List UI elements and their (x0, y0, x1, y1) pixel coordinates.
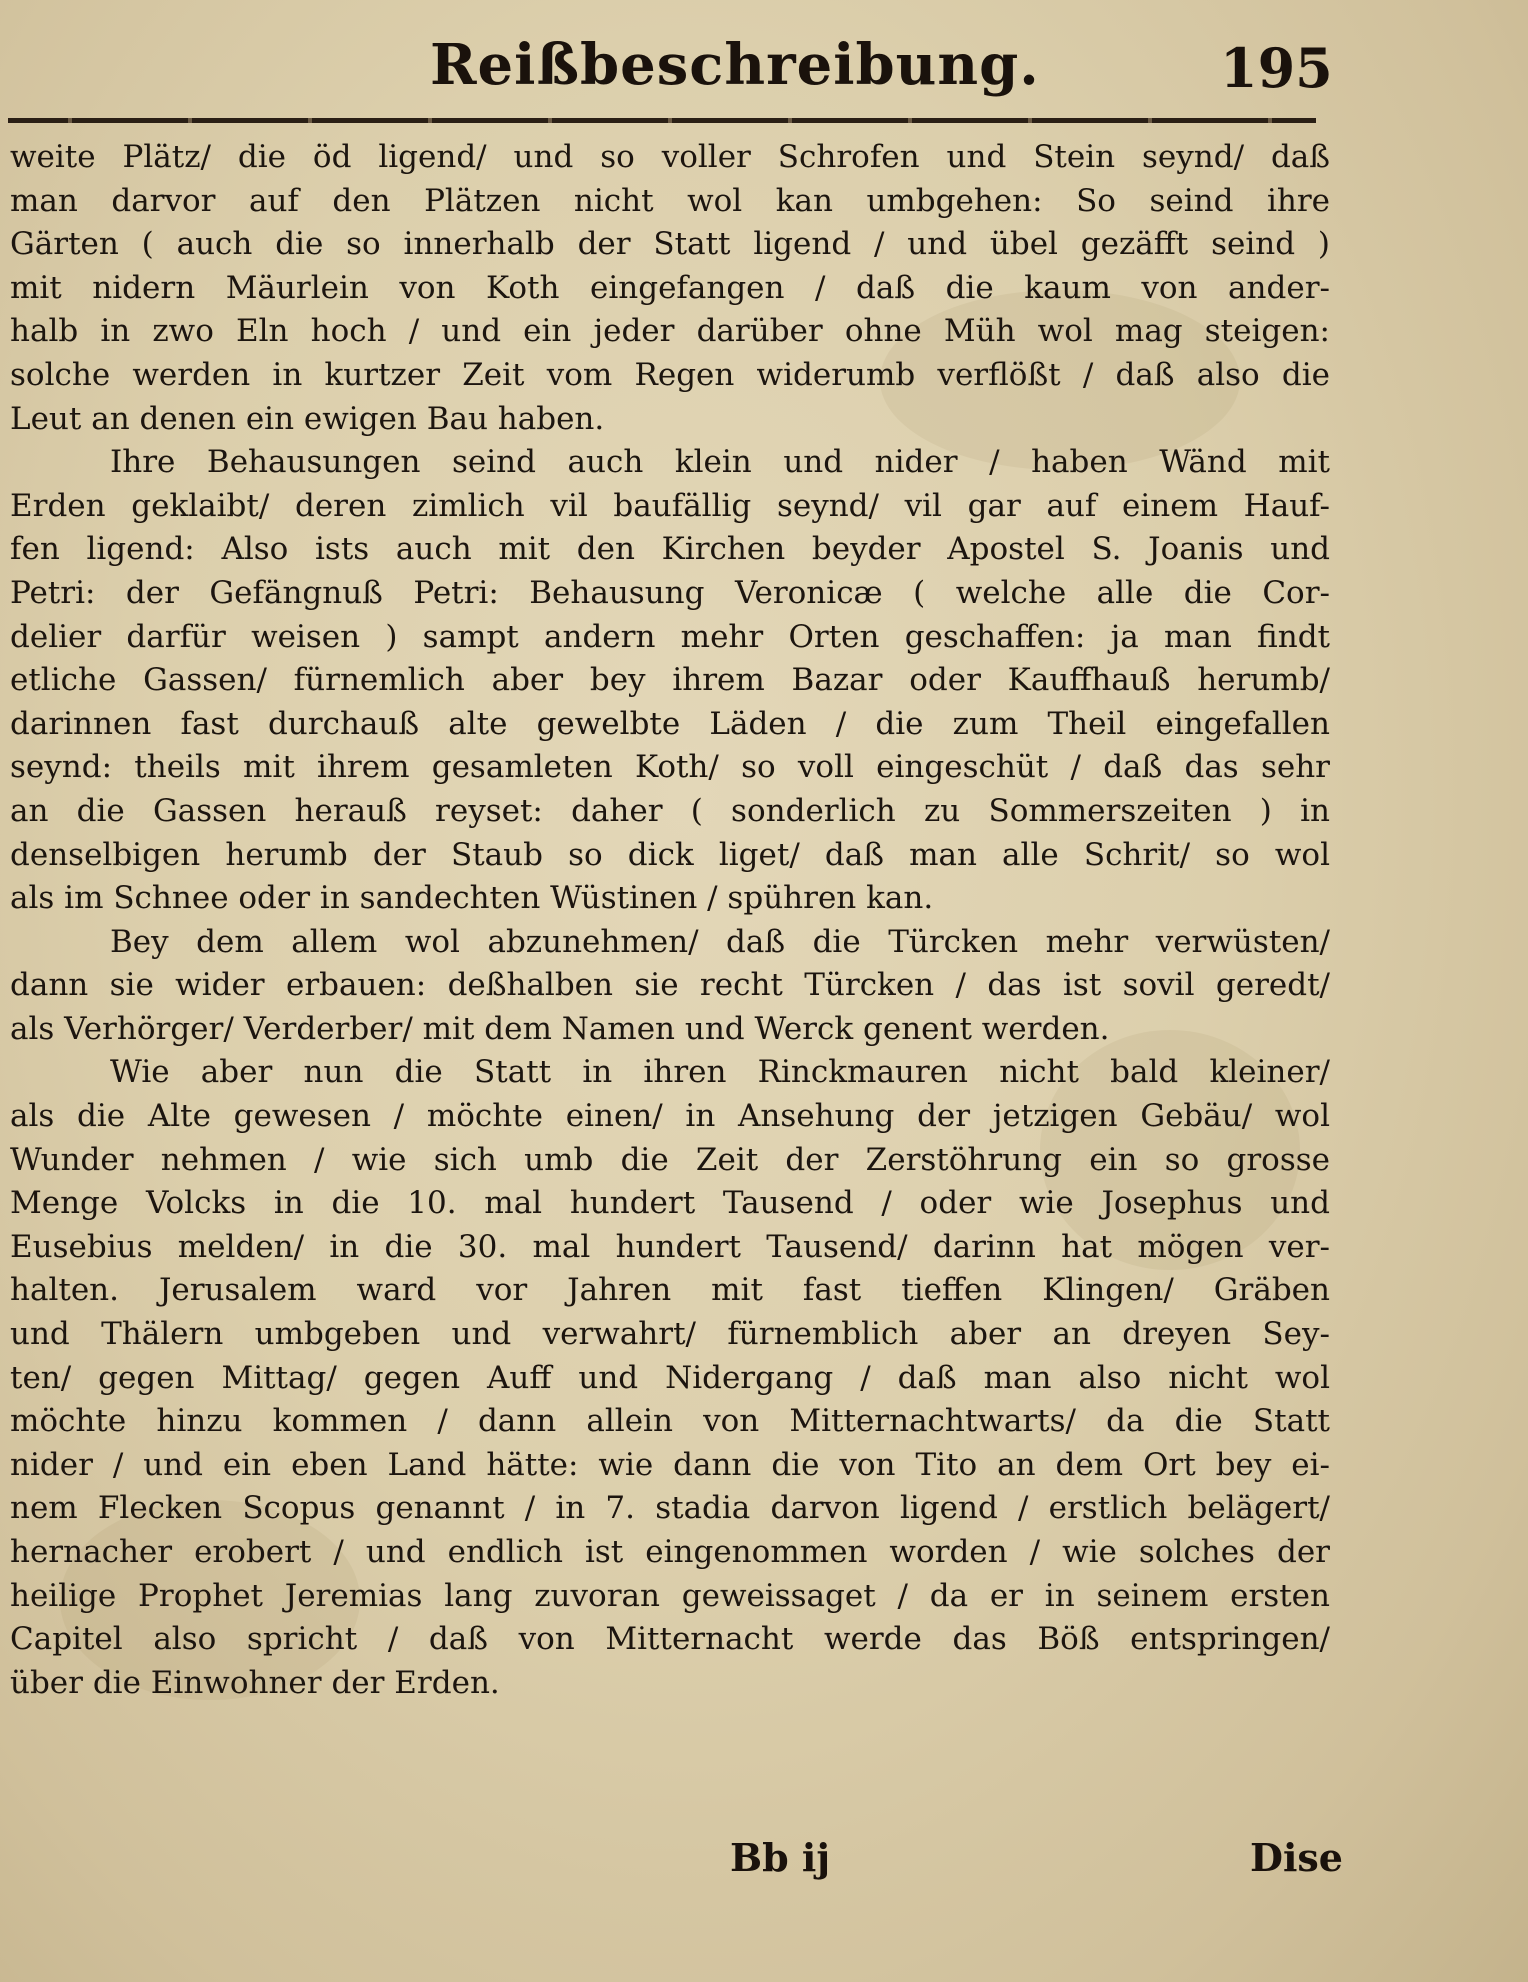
paragraph (10, 921, 1330, 1052)
text-line: Ihre Behausungen seind auch klein und nider / haben Wänd mit (110, 444, 1330, 481)
text-line: Capitel also spricht / daß von Mitternacht werde das Böß entspringen/ (10, 1621, 1330, 1658)
text-line: halb in zwo Eln hoch / und ein jeder darüber ohne Müh wol mag steigen: (10, 313, 1330, 350)
paragraph (10, 1051, 1330, 1705)
text-line: Wie aber nun die Statt in ihren Rinckmauren nicht bald kleiner/ (110, 1054, 1330, 1091)
text-line: an die Gassen herauß reyset: daher ( sonderlich zu Sommerszeiten ) in (10, 792, 1330, 829)
text-line: Bey dem allem wol abzunehmen/ daß die Türcken mehr verwüsten/ (110, 923, 1330, 960)
text-line: Erden geklaibt/ deren zimlich vil baufällig seynd/ vil gar auf einem Hauf- (10, 487, 1330, 524)
text-line: seynd: theils mit ihrem gesamleten Koth/ so voll eingeschüt / daß das sehr (10, 749, 1330, 786)
text-line: Wunder nehmen / wie sich umb die Zeit der Zerstöhrung ein so grosse (10, 1141, 1330, 1178)
text-line: man darvor auf den Plätzen nicht wol kan umbgehen: So seind ihre (10, 182, 1330, 219)
text-line: halten. Jerusalem ward vor Jahren mit fast tieffen Klingen/ Gräben (10, 1272, 1330, 1309)
text-line: nem Flecken Scopus genannt / in 7. stadia darvon ligend / erstlich belägert/ (10, 1490, 1330, 1527)
text-line: denselbigen herumb der Staub so dick liget/ daß man alle Schrit/ so wol (10, 836, 1330, 873)
text-line: Petri: der Gefängnuß Petri: Behausung Veronicæ ( welche alle die Cor- (10, 574, 1330, 611)
text-line: etliche Gassen/ fürnemlich aber bey ihrem Bazar oder Kauffhauß herumb/ (10, 662, 1330, 699)
text-line: delier darfür weisen ) sampt andern mehr Orten geschaffen: ja man findt (10, 618, 1330, 655)
catchword: Dise (1250, 1835, 1343, 1880)
text-line: als Verhörger/ Verderber/ mit dem Namen und Werck genent werden. (10, 1010, 1110, 1047)
text-line: möchte hinzu kommen / dann allein von Mitternachtwarts/ da die Statt (10, 1403, 1330, 1440)
signature-mark: Bb ij (730, 1835, 831, 1880)
running-title: Reißbeschreibung. (430, 32, 1040, 98)
text-line: über die Einwohner der Erden. (10, 1664, 500, 1701)
text-line: nider / und ein eben Land hätte: wie dann die von Tito an dem Ort bey ei- (10, 1446, 1330, 1483)
text-line: als die Alte gewesen / möchte einen/ in Ansehung der jetzigen Gebäu/ wol (10, 1098, 1330, 1135)
page-number: 195 (1220, 36, 1333, 100)
text-line: hernacher erobert / und endlich ist eingenommen worden / wie solches der (10, 1534, 1330, 1570)
text-line: Menge Volcks in die 10. mal hundert Tausend / oder wie Josephus und (10, 1185, 1330, 1222)
text-line: darinnen fast durchauß alte gewelbte Läden / die zum Theil eingefallen (10, 705, 1330, 742)
text-line: Leut an denen ein ewigen Bau haben. (10, 400, 605, 437)
text-line: und Thälern umbgeben und verwahrt/ fürnemblich aber an dreyen Sey- (10, 1316, 1330, 1353)
paragraph (10, 441, 1330, 921)
text-line: Eusebius melden/ in die 30. mal hundert Tausend/ darinn hat mögen ver- (10, 1228, 1330, 1265)
page-header (0, 22, 1528, 112)
header-rule (8, 118, 1316, 123)
text-line: ten/ gegen Mittag/ gegen Auff und Nidergang / daß man also nicht wol (10, 1359, 1330, 1396)
text-line: heilige Prophet Jeremias lang zuvoran geweissaget / da er in seinem ersten (10, 1577, 1330, 1614)
text-line: solche werden in kurtzer Zeit vom Regen widerumb verflößt / daß also die (10, 356, 1330, 393)
text-line: weite Plätz/ die öd ligend/ und so voller Schrofen und Stein seynd/ daß (10, 139, 1330, 175)
text-line: dann sie wider erbauen: deßhalben sie recht Türcken / das ist sovil geredt/ (10, 967, 1330, 1004)
text-line: als im Schnee oder in sandechten Wüstinen / spühren kan. (10, 880, 934, 917)
text-line: Gärten ( auch die so innerhalb der Statt ligend / und übel gezäfft seind ) (10, 226, 1330, 263)
text-line: fen ligend: Also ists auch mit den Kirchen beyder Apostel S. Joanis und (10, 531, 1330, 568)
paragraph (10, 136, 1330, 441)
body-text (10, 136, 1330, 1705)
text-line: mit nidern Mäurlein von Koth eingefangen / daß die kaum von ander- (10, 269, 1330, 306)
